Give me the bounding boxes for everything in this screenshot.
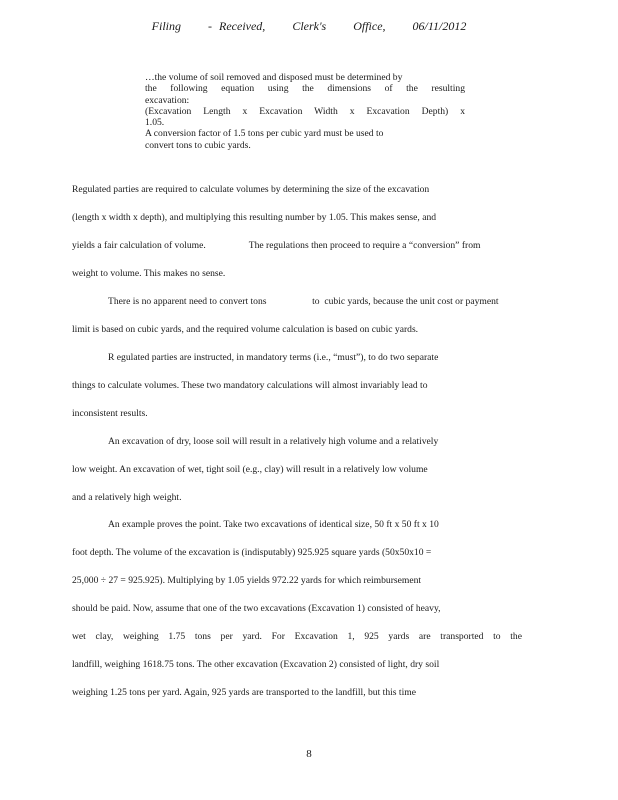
text-line: wet clay, weighing 1.75 tons per yard. For Excavation 1, 925 yards are transported to the [72,631,522,642]
text-line: weight to volume. This makes no sense. [72,268,226,279]
header-office: Clerk's [292,19,327,33]
text-line: An excavation of dry, loose soil will result in a relatively high volume and a relatively [108,436,439,447]
quote-line: the following equation using the dimensions of the resulting [145,83,465,95]
header-received: - Received, [208,19,266,33]
paragraph-1 [72,184,522,296]
text-line: R egulated parties are instructed, in mandatory terms (i.e., “must”), to do two separate [108,352,439,363]
header-date: 06/11/2012 [412,19,467,33]
quote-line: 1.05. [145,117,165,129]
paragraph-4 [72,436,522,520]
paragraph-2 [72,296,522,352]
text-line: 25,000 ÷ 27 = 925.925). Multiplying by 1.05 yields 972.22 yards for which reimbursement [72,575,422,586]
header-filing: Filing [151,19,182,33]
text-line: weighing 1.25 tons per yard. Again, 925 yards are transported to the landfill, but this time [72,687,416,698]
text-line: and a relatively high weight. [72,492,182,503]
paragraph-3 [72,352,522,436]
text-line: Regulated parties are required to calculate volumes by determining the size of the excavation [72,184,430,195]
quote-line: …the volume of soil removed and disposed must be determined by [145,72,403,83]
text-line: There is no apparent need to convert tons to cubic yards, because the unit cost or payment [108,296,499,307]
paragraph-5 [72,519,522,715]
text-line: should be paid. Now, assume that one of the two excavations (Excavation 1) consisted of heavy, [72,603,441,614]
text-line: things to calculate volumes. These two mandatory calculations will almost invariably lead to [72,380,428,391]
quote-line: A conversion factor of 1.5 tons per cubic yard must be used to [145,128,384,140]
text-line: inconsistent results. [72,408,148,419]
quote-line: (Excavation Length x Excavation Width x Excavation Depth) x [145,105,465,117]
page-number: 8 [306,748,312,760]
header-office2: Office, [353,19,386,33]
block-quote [145,72,465,151]
text-line: limit is based on cubic yards, and the required volume calculation is based on cubic yards. [72,324,419,335]
text-line: yields a fair calculation of volume. The regulations then proceed to require a “conversion” from [72,240,481,251]
text-line: low weight. An excavation of wet, tight soil (e.g., clay) will result in a relatively low volume [72,464,428,475]
filing-header [0,19,618,34]
quote-line: excavation: [145,94,190,106]
text-line: (length x width x depth), and multiplying this resulting number by 1.05. This makes sense, and [72,212,437,223]
text-line: foot depth. The volume of the excavation is (indisputably) 925.925 square yards (50x50x10 = [72,547,432,558]
text-line: landfill, weighing 1618.75 tons. The other excavation (Excavation 2) consisted of light, dry soil [72,659,440,670]
text-line: An example proves the point. Take two excavations of identical size, 50 ft x 50 ft x 10 [108,519,439,530]
quote-line: convert tons to cubic yards. [145,139,251,151]
